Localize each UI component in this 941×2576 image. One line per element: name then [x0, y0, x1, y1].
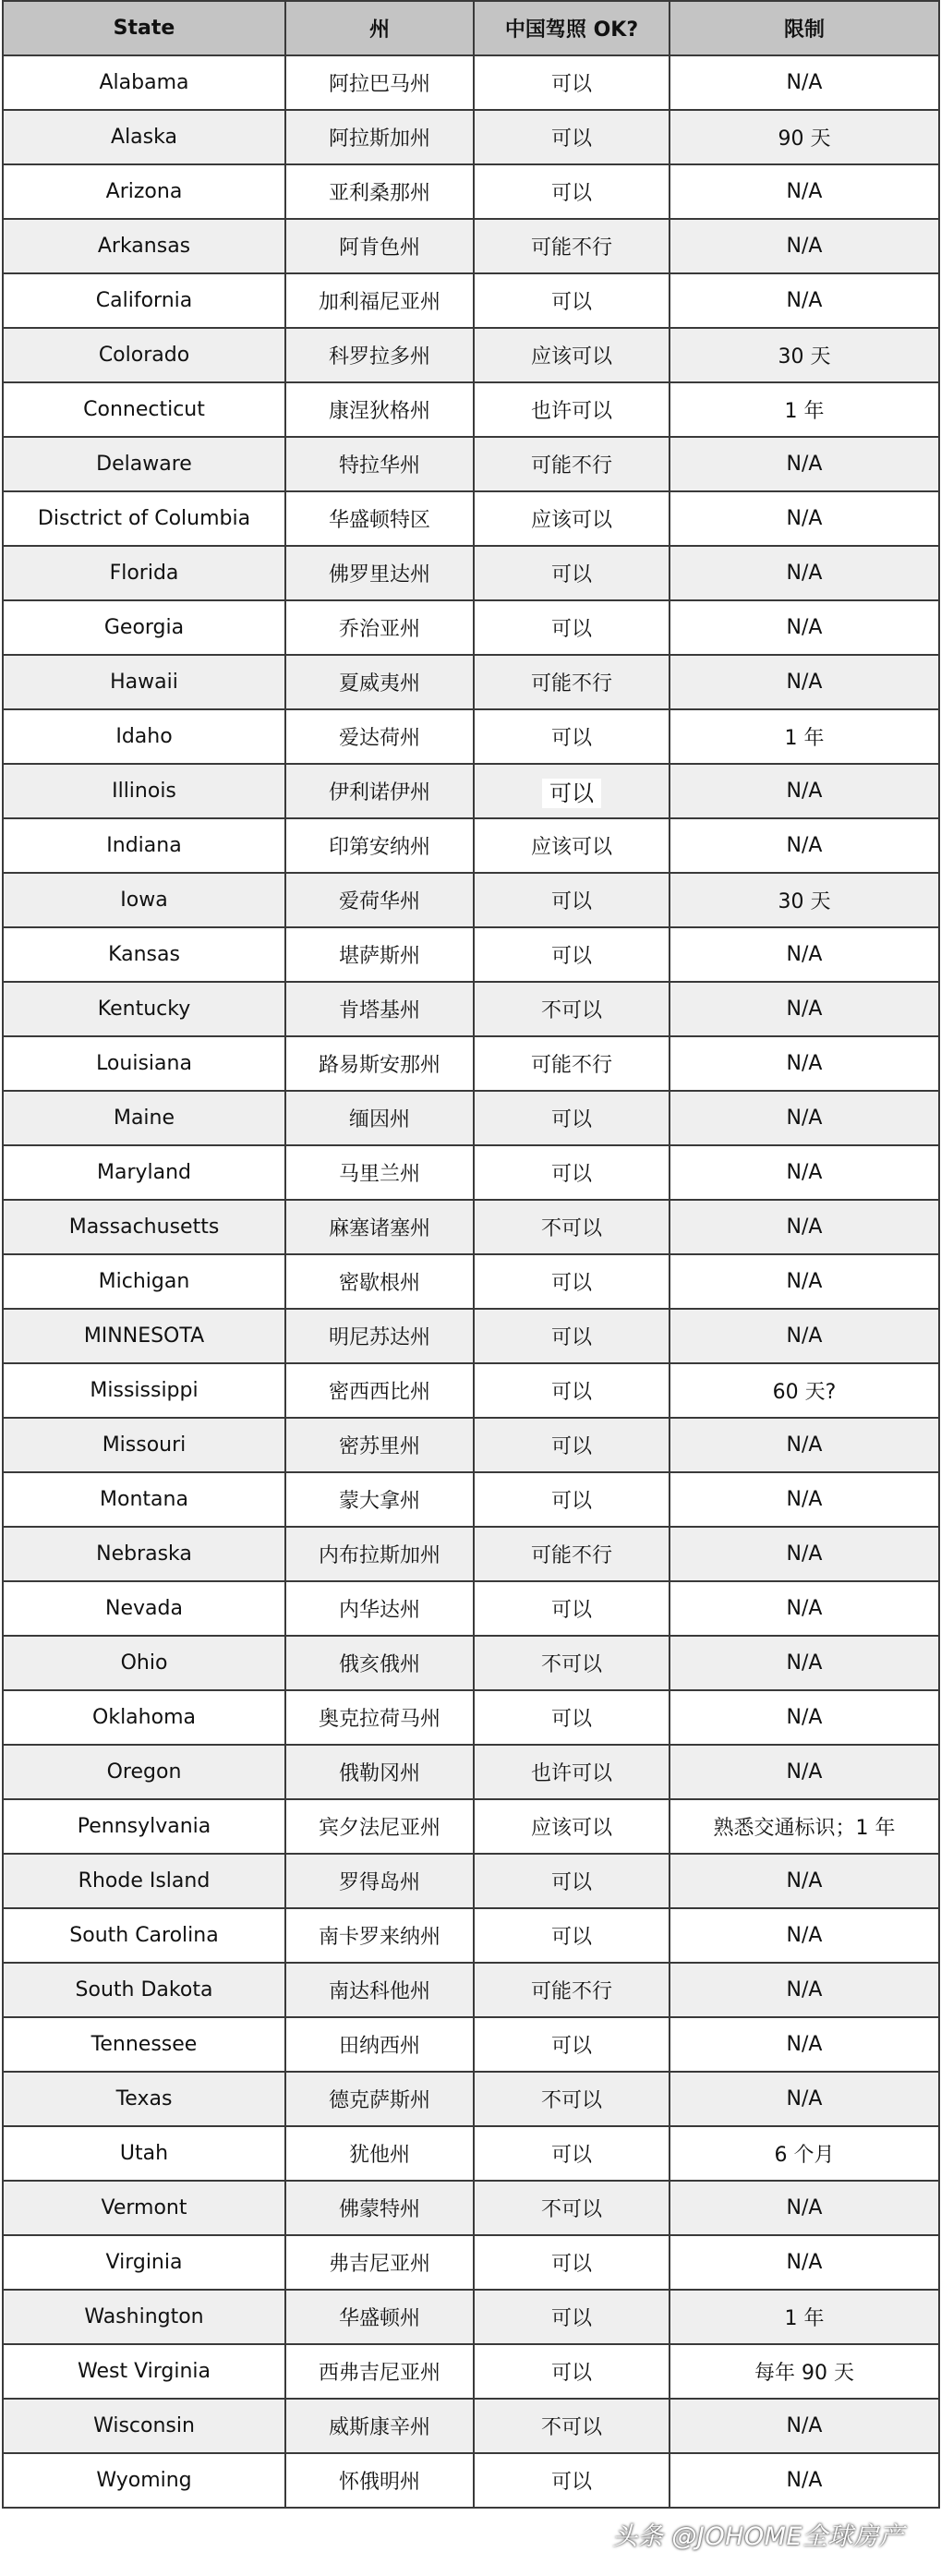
cell-restriction: N/A [670, 437, 939, 491]
table-row [3, 873, 939, 927]
table-row [3, 2453, 939, 2508]
header-state: State [3, 1, 285, 55]
cell-license-ok: 可能不行 [474, 655, 670, 709]
cell-state-cn: 明尼苏达州 [285, 1309, 474, 1363]
cell-state-cn: 亚利桑那州 [285, 164, 474, 219]
table-row [3, 55, 939, 110]
cell-state-cn: 加利福尼亚州 [285, 273, 474, 328]
cell-restriction: N/A [670, 1581, 939, 1636]
cell-state-cn: 印第安纳州 [285, 818, 474, 873]
table-row [3, 1963, 939, 2017]
cell-state-cn: 爱达荷州 [285, 709, 474, 764]
header-license-ok: 中国驾照 OK? [474, 1, 670, 55]
cell-state-cn: 阿拉巴马州 [285, 55, 474, 110]
cell-state: Missouri [3, 1418, 285, 1472]
cell-license-ok [474, 764, 670, 818]
cell-state: Florida [3, 546, 285, 600]
cell-state-cn: 怀俄明州 [285, 2453, 474, 2508]
cell-license-ok: 可以 [474, 600, 670, 655]
cell-restriction: N/A [670, 1309, 939, 1363]
cell-restriction: N/A [670, 927, 939, 982]
cell-restriction: N/A [670, 1745, 939, 1799]
cell-state-cn: 阿拉斯加州 [285, 110, 474, 164]
cell-state: Alaska [3, 110, 285, 164]
cell-restriction: N/A [670, 1527, 939, 1581]
cell-restriction: N/A [670, 1036, 939, 1091]
cell-state: Nebraska [3, 1527, 285, 1581]
cell-state-cn: 俄勒冈州 [285, 1745, 474, 1799]
cell-restriction: N/A [670, 1418, 939, 1472]
cell-restriction: N/A [670, 818, 939, 873]
cell-state-cn: 阿肯色州 [285, 219, 474, 273]
cell-license-ok: 也许可以 [474, 1745, 670, 1799]
cell-state-cn: 肯塔基州 [285, 982, 474, 1036]
cell-license-ok: 可能不行 [474, 1963, 670, 2017]
cell-restriction: 6 个月 [670, 2126, 939, 2181]
cell-license-ok: 可能不行 [474, 1527, 670, 1581]
cell-restriction: N/A [670, 1854, 939, 1908]
cell-state: Kansas [3, 927, 285, 982]
table-row [3, 2344, 939, 2399]
cell-restriction: N/A [670, 2072, 939, 2126]
cell-state: Illinois [3, 764, 285, 818]
cell-state: Colorado [3, 328, 285, 382]
cell-restriction: N/A [670, 491, 939, 546]
cell-state: MINNESOTA [3, 1309, 285, 1363]
cell-restriction: N/A [670, 2017, 939, 2072]
cell-restriction: N/A [670, 1963, 939, 2017]
table-row [3, 2290, 939, 2344]
header-row [3, 1, 939, 55]
table-row [3, 2017, 939, 2072]
cell-license-ok: 应该可以 [474, 1799, 670, 1854]
cell-state-cn: 俄亥俄州 [285, 1636, 474, 1690]
table-row [3, 110, 939, 164]
table-row [3, 1745, 939, 1799]
cell-restriction: 90 天 [670, 110, 939, 164]
table-row [3, 655, 939, 709]
cell-license-ok: 可能不行 [474, 1036, 670, 1091]
cell-license-ok: 应该可以 [474, 491, 670, 546]
cell-state: Connecticut [3, 382, 285, 437]
cell-license-ok: 可以 [474, 873, 670, 927]
cell-state: Nevada [3, 1581, 285, 1636]
cell-license-ok: 可以 [474, 2290, 670, 2344]
cell-state: Tennessee [3, 2017, 285, 2072]
cell-state-cn: 华盛顿州 [285, 2290, 474, 2344]
cell-state-cn: 密苏里州 [285, 1418, 474, 1472]
table-row [3, 764, 939, 818]
table-row [3, 2126, 939, 2181]
cell-license-ok: 可以 [474, 709, 670, 764]
table-row [3, 1418, 939, 1472]
table-row [3, 1036, 939, 1091]
cell-state-cn: 马里兰州 [285, 1145, 474, 1200]
cell-restriction: 30 天 [670, 328, 939, 382]
cell-restriction: N/A [670, 1472, 939, 1527]
cell-license-ok: 可以 [474, 110, 670, 164]
table-row [3, 600, 939, 655]
cell-state: Oregon [3, 1745, 285, 1799]
cell-state: Kentucky [3, 982, 285, 1036]
cell-restriction: N/A [670, 1908, 939, 1963]
cell-state-cn: 奥克拉荷马州 [285, 1690, 474, 1745]
cell-state: Vermont [3, 2181, 285, 2235]
cell-restriction: N/A [670, 1145, 939, 1200]
table-row [3, 1527, 939, 1581]
cell-restriction: N/A [670, 2235, 939, 2290]
table-row [3, 328, 939, 382]
cell-state-cn: 乔治亚州 [285, 600, 474, 655]
table-row [3, 709, 939, 764]
cell-restriction: 30 天 [670, 873, 939, 927]
cell-restriction: N/A [670, 1091, 939, 1145]
table-row [3, 982, 939, 1036]
table-row [3, 1690, 939, 1745]
cell-license-ok: 可以 [474, 1472, 670, 1527]
header-restriction: 限制 [670, 1, 939, 55]
cell-state: Texas [3, 2072, 285, 2126]
cell-state-cn: 蒙大拿州 [285, 1472, 474, 1527]
cell-license-ok: 可以 [474, 546, 670, 600]
cell-state-cn: 威斯康辛州 [285, 2399, 474, 2453]
cell-restriction: N/A [670, 2399, 939, 2453]
cell-state: Mississippi [3, 1363, 285, 1418]
cell-state: Rhode Island [3, 1854, 285, 1908]
cell-state: Montana [3, 1472, 285, 1527]
table-row [3, 2235, 939, 2290]
cell-restriction: N/A [670, 2453, 939, 2508]
cell-state-cn: 罗得岛州 [285, 1854, 474, 1908]
cell-state-cn: 密歇根州 [285, 1254, 474, 1309]
cell-license-ok: 应该可以 [474, 818, 670, 873]
cell-license-ok: 可能不行 [474, 437, 670, 491]
cell-state-cn: 缅因州 [285, 1091, 474, 1145]
cell-state: Indiana [3, 818, 285, 873]
cell-state: Maine [3, 1091, 285, 1145]
cell-license-ok: 可以 [474, 1145, 670, 1200]
cell-state: Wyoming [3, 2453, 285, 2508]
cell-state-cn: 麻塞诸塞州 [285, 1200, 474, 1254]
cell-state-cn: 华盛顿特区 [285, 491, 474, 546]
table-row [3, 219, 939, 273]
cell-state: Massachusetts [3, 1200, 285, 1254]
cell-restriction: N/A [670, 764, 939, 818]
cell-license-ok: 可以 [474, 2344, 670, 2399]
cell-license-ok: 不可以 [474, 1636, 670, 1690]
cell-license-ok: 不可以 [474, 2399, 670, 2453]
cell-license-ok: 可以 [474, 1363, 670, 1418]
cell-restriction: N/A [670, 982, 939, 1036]
cell-state: South Dakota [3, 1963, 285, 2017]
cell-restriction: N/A [670, 1254, 939, 1309]
header-state-cn: 州 [285, 1, 474, 55]
cell-state: Utah [3, 2126, 285, 2181]
cell-state: Louisiana [3, 1036, 285, 1091]
cell-license-ok: 可以 [474, 1690, 670, 1745]
cell-license-ok: 可以 [474, 273, 670, 328]
table-row [3, 1254, 939, 1309]
cell-restriction: 每年 90 天 [670, 2344, 939, 2399]
cell-state-cn: 内布拉斯加州 [285, 1527, 474, 1581]
cell-state-cn: 夏威夷州 [285, 655, 474, 709]
cell-restriction: 60 天? [670, 1363, 939, 1418]
table-row [3, 1908, 939, 1963]
cell-license-ok: 可以 [474, 1309, 670, 1363]
cell-state-cn: 田纳西州 [285, 2017, 474, 2072]
cell-license-ok: 可以 [474, 2235, 670, 2290]
cell-state-cn: 弗吉尼亚州 [285, 2235, 474, 2290]
cell-state-cn: 科罗拉多州 [285, 328, 474, 382]
cell-state: Georgia [3, 600, 285, 655]
table-row [3, 1200, 939, 1254]
cell-restriction: N/A [670, 546, 939, 600]
cell-state-cn: 路易斯安那州 [285, 1036, 474, 1091]
cell-license-ok: 不可以 [474, 982, 670, 1036]
cell-state-cn: 佛罗里达州 [285, 546, 474, 600]
cell-state: Iowa [3, 873, 285, 927]
table-row [3, 491, 939, 546]
cell-restriction: N/A [670, 55, 939, 110]
cell-state: Ohio [3, 1636, 285, 1690]
cell-license-ok: 可能不行 [474, 219, 670, 273]
cell-restriction: N/A [670, 655, 939, 709]
cell-state: Oklahoma [3, 1690, 285, 1745]
watermark: 头条 @JOHOME全球房产 [612, 2522, 904, 2551]
cell-state: Maryland [3, 1145, 285, 1200]
cell-state-cn: 宾夕法尼亚州 [285, 1799, 474, 1854]
cell-license-ok: 不可以 [474, 1200, 670, 1254]
cell-restriction: N/A [670, 1200, 939, 1254]
cell-restriction: 1 年 [670, 382, 939, 437]
cell-state: Delaware [3, 437, 285, 491]
cell-state: Arizona [3, 164, 285, 219]
cell-state-cn: 佛蒙特州 [285, 2181, 474, 2235]
cell-state: Michigan [3, 1254, 285, 1309]
cell-state: Washington [3, 2290, 285, 2344]
cell-license-ok: 可以 [474, 1908, 670, 1963]
table-body [3, 55, 939, 2508]
cell-state: Idaho [3, 709, 285, 764]
cell-license-ok: 可以 [474, 1418, 670, 1472]
table-row [3, 1472, 939, 1527]
license-table [2, 0, 940, 2509]
cell-license-ok: 可以 [474, 2017, 670, 2072]
cell-state-cn: 南达科他州 [285, 1963, 474, 2017]
cell-state: Arkansas [3, 219, 285, 273]
cell-license-ok: 可以 [474, 164, 670, 219]
table-row [3, 2072, 939, 2126]
table-row [3, 927, 939, 982]
cell-state-cn: 特拉华州 [285, 437, 474, 491]
table-row [3, 1091, 939, 1145]
cell-state-cn: 德克萨斯州 [285, 2072, 474, 2126]
cell-license-ok: 可以 [474, 1091, 670, 1145]
cell-license-ok: 可以 [474, 1854, 670, 1908]
cell-state-cn: 西弗吉尼亚州 [285, 2344, 474, 2399]
cell-restriction: 熟悉交通标识；1 年 [670, 1799, 939, 1854]
table-row [3, 2181, 939, 2235]
cell-state: South Carolina [3, 1908, 285, 1963]
cell-restriction: N/A [670, 164, 939, 219]
table-row [3, 437, 939, 491]
cell-license-ok: 可以 [474, 2126, 670, 2181]
table-wrapper [2, 0, 938, 2509]
cell-license-ok: 可以 [474, 1581, 670, 1636]
cell-restriction: N/A [670, 600, 939, 655]
cell-license-ok: 可以 [474, 1254, 670, 1309]
cell-license-ok: 可以 [474, 2453, 670, 2508]
table-row [3, 1145, 939, 1200]
cell-state: Wisconsin [3, 2399, 285, 2453]
cell-state-cn: 内华达州 [285, 1581, 474, 1636]
table-row [3, 1799, 939, 1854]
cell-license-ok: 不可以 [474, 2181, 670, 2235]
highlighted-value: 可以 [542, 779, 601, 808]
table-row [3, 382, 939, 437]
cell-restriction: N/A [670, 219, 939, 273]
cell-state: Alabama [3, 55, 285, 110]
cell-state-cn: 密西西比州 [285, 1363, 474, 1418]
cell-state: Disctrict of Columbia [3, 491, 285, 546]
cell-restriction: 1 年 [670, 709, 939, 764]
cell-license-ok: 也许可以 [474, 382, 670, 437]
table-row [3, 546, 939, 600]
cell-state-cn: 犹他州 [285, 2126, 474, 2181]
cell-license-ok: 可以 [474, 55, 670, 110]
cell-state: Virginia [3, 2235, 285, 2290]
cell-state-cn: 爱荷华州 [285, 873, 474, 927]
cell-state: West Virginia [3, 2344, 285, 2399]
cell-state-cn: 南卡罗来纳州 [285, 1908, 474, 1963]
cell-state-cn: 伊利诺伊州 [285, 764, 474, 818]
cell-restriction: N/A [670, 2181, 939, 2235]
cell-license-ok: 可以 [474, 927, 670, 982]
table-row [3, 1854, 939, 1908]
cell-state: Pennsylvania [3, 1799, 285, 1854]
cell-license-ok: 不可以 [474, 2072, 670, 2126]
table-row [3, 273, 939, 328]
cell-restriction: N/A [670, 1636, 939, 1690]
cell-restriction: N/A [670, 1690, 939, 1745]
table-row [3, 2399, 939, 2453]
table-row [3, 1636, 939, 1690]
table-row [3, 1581, 939, 1636]
cell-state-cn: 堪萨斯州 [285, 927, 474, 982]
table-row [3, 164, 939, 219]
table-row [3, 1309, 939, 1363]
cell-restriction: N/A [670, 273, 939, 328]
cell-state-cn: 康涅狄格州 [285, 382, 474, 437]
cell-license-ok: 应该可以 [474, 328, 670, 382]
cell-state: Hawaii [3, 655, 285, 709]
table-row [3, 818, 939, 873]
cell-state: California [3, 273, 285, 328]
cell-restriction: 1 年 [670, 2290, 939, 2344]
table-row [3, 1363, 939, 1418]
